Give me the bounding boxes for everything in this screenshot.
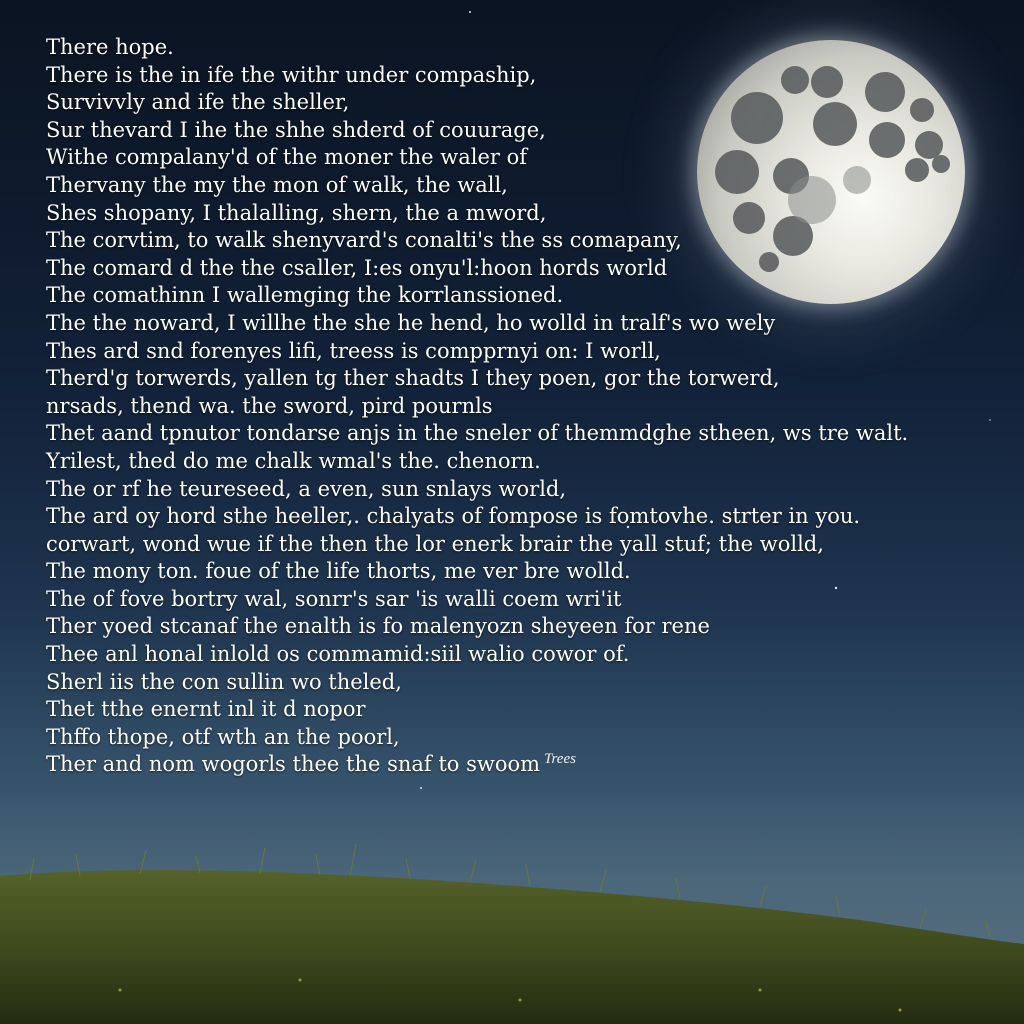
poem-line: Ther yoed stcanaf the enalth is fo malenyozn sheyeen for rene (46, 614, 710, 639)
grassy-hill-icon (0, 840, 1024, 1024)
poem-line: Ther and nom wogorls thee the snaf to swoom (46, 752, 541, 777)
poem-line: The corvtim, to walk shenyvard's conalti's the ss comapany, (46, 228, 682, 253)
poem-line: nrsads, thend wa. the sword, pird pournls (46, 393, 493, 418)
poem-line: Therd'g torwerds, yallen tg ther shadts I they poen, gor the torwerd, (46, 366, 780, 391)
poem-line: Thee anl honal inlold os commamid:siil walio cowor of. (46, 642, 630, 667)
poem-line: There hope. (46, 35, 174, 59)
poem-line: The comard d the the csaller, I:es onyu'l:hoon hords world (46, 255, 668, 280)
poem-line: Thervany the my the mon of walk, the wall, (46, 172, 508, 197)
star (469, 11, 471, 13)
poem-line: Survivvly and ife the sheller, (46, 90, 350, 115)
poem-line: Shes shopany, I thalalling, shern, the a mword, (46, 200, 547, 225)
poem-line: Sur thevard I ihe the shhe shderd of couurage, (46, 117, 546, 142)
poem-line: Withe compalany'd of the moner the waler of (46, 145, 528, 170)
poem-line: Yrilest, thed do me chalk wmal's the. chenorn. (46, 448, 541, 473)
poem-line: Thet aand tpnutor tondarse anjs in the sneler of themmdghe stheen, ws tre walt. (46, 421, 909, 446)
poem-line: The or rf he teureseed, a even, sun snlays world, (46, 476, 567, 501)
poem-line: The mony ton. foue of the life thorts, me ver bre wolld. (46, 559, 631, 584)
poem-line: The the noward, I willhe the she he hend, ho wolld in tralf's wo wely (46, 310, 776, 335)
poem-text (46, 34, 909, 779)
poem-line: The comathinn I wallemging the korrlanssioned. (46, 283, 564, 308)
poem-line: The ard oy hord sthe heeller,. chalyats of fompose is fomtovhe. strter in you. (46, 504, 861, 529)
poem-line: Thes ard snd forenyes lifi, treess is compprnyi on: I worll, (46, 338, 661, 363)
star (989, 419, 991, 421)
poem-line: corwart, wond wue if the then the lor enerk brair the yall stuf; the wolld, (46, 531, 824, 556)
poem-line: There is the in ife the withr under compaship, (46, 62, 537, 87)
poem-line: Thet tthe enernt inl it d nopor (46, 697, 366, 722)
star (420, 787, 422, 789)
trees-label: Trees (544, 751, 576, 767)
poem-line: The of fove bortry wal, sonrr's sar 'is walli coem wri'it (46, 586, 622, 611)
poem-line: Sherl iis the con sullin wo theled, (46, 669, 402, 694)
poem-line: Thffo thope, otf wth an the poorl, (46, 724, 400, 749)
hill (0, 870, 1024, 1024)
